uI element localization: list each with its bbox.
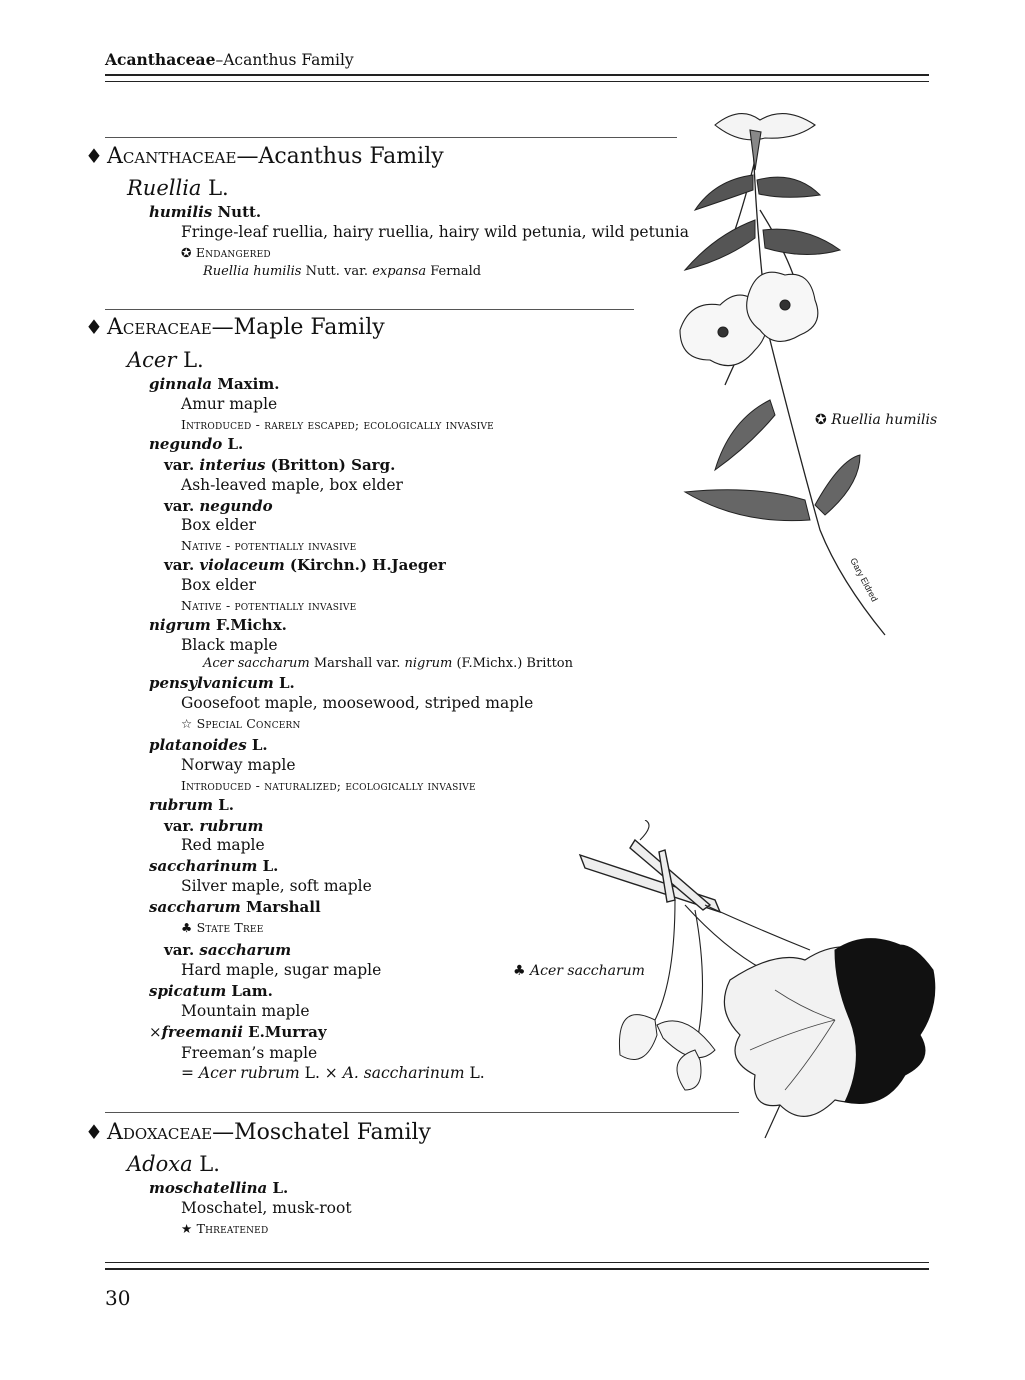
special-concern-icon: ☆ bbox=[181, 716, 193, 731]
family-rule bbox=[105, 309, 634, 310]
common-name: Ash-leaved maple, box elder bbox=[181, 476, 403, 494]
status-label: Introduced - rarely escaped; ecologically invasive bbox=[181, 417, 494, 432]
threatened-icon: ★ bbox=[181, 1221, 193, 1236]
species-name: spicatum Lam. bbox=[149, 982, 273, 1000]
leaf bbox=[815, 455, 860, 515]
state-tree-icon: ♣ bbox=[181, 920, 193, 935]
family-rule bbox=[105, 137, 677, 138]
family-heading: ♦ Adoxaceae—Moschatel Family bbox=[85, 1120, 431, 1145]
state-tree-icon: ♣ bbox=[513, 963, 526, 979]
stem bbox=[753, 140, 885, 635]
header-rule bbox=[105, 74, 929, 82]
genus-name: Acer L. bbox=[127, 348, 204, 372]
endangered-icon: ✪ bbox=[815, 412, 827, 428]
family-heading: ♦ Acanthaceae—Acanthus Family bbox=[85, 144, 444, 169]
genus-name: Adoxa L. bbox=[127, 1152, 220, 1176]
common-name: Box elder bbox=[181, 516, 257, 534]
ruellia-illustration bbox=[645, 100, 900, 645]
common-name: Red maple bbox=[181, 836, 265, 854]
variety-name: var. rubrum bbox=[164, 817, 264, 835]
status-label: Introduced - naturalized; ecologically invasive bbox=[181, 778, 476, 793]
species-name: rubrum L. bbox=[149, 796, 234, 814]
hybrid-formula: = Acer rubrum L. × A. saccharinum L. bbox=[181, 1064, 485, 1082]
variety-name: var. negundo bbox=[164, 497, 273, 515]
common-name: Black maple bbox=[181, 636, 278, 654]
common-name: Norway maple bbox=[181, 756, 296, 774]
synonym: Ruellia humilis Nutt. var. expansa Fernald bbox=[203, 264, 482, 279]
species-name: pensylvanicum L. bbox=[149, 674, 295, 692]
species-name: ginnala Maxim. bbox=[149, 375, 280, 393]
status-label: ✪ Endangered bbox=[181, 245, 271, 260]
variety-name: var. violaceum (Kirchn.) H.Jaeger bbox=[164, 556, 446, 574]
common-name: Hard maple, sugar maple bbox=[181, 961, 382, 979]
page-number: 30 bbox=[105, 1286, 131, 1310]
common-name: Silver maple, soft maple bbox=[181, 877, 372, 895]
species-name: saccharinum L. bbox=[149, 857, 279, 875]
family-heading: ♦ Aceraceae—Maple Family bbox=[85, 315, 385, 340]
acer-caption: ♣ Acer saccharum bbox=[513, 963, 645, 979]
artist-signature: Gary Eldred bbox=[848, 556, 880, 604]
status-label: Native - potentially invasive bbox=[181, 598, 357, 613]
common-name: Freeman’s maple bbox=[181, 1044, 318, 1062]
species-name: nigrum F.Michx. bbox=[149, 616, 287, 634]
common-name: Mountain maple bbox=[181, 1002, 310, 1020]
common-name: Goosefoot maple, moosewood, striped maple bbox=[181, 694, 534, 712]
species-name: platanoides L. bbox=[149, 736, 268, 754]
running-head: Acanthaceae–Acanthus Family bbox=[105, 50, 354, 69]
diamond-icon: ♦ bbox=[85, 144, 103, 168]
synonym: Acer saccharum Marshall var. nigrum (F.Michx.) Britton bbox=[203, 656, 574, 671]
species-name: saccharum Marshall bbox=[149, 898, 321, 916]
variety-name: var. saccharum bbox=[164, 941, 292, 959]
common-name: Box elder bbox=[181, 576, 257, 594]
status-label: ♣ State Tree bbox=[181, 920, 264, 935]
variety-name: var. interius (Britton) Sarg. bbox=[164, 456, 396, 474]
diamond-icon: ♦ bbox=[85, 315, 103, 339]
status-label: Native - potentially invasive bbox=[181, 538, 357, 553]
diamond-icon: ♦ bbox=[85, 1120, 103, 1144]
genus-name: Ruellia L. bbox=[127, 176, 229, 200]
common-name: Amur maple bbox=[181, 395, 278, 413]
footer-rule bbox=[105, 1262, 929, 1270]
status-label: ★ Threatened bbox=[181, 1221, 269, 1236]
species-name: negundo L. bbox=[149, 435, 244, 453]
common-name: Moschatel, musk-root bbox=[181, 1199, 352, 1217]
status-label: ☆ Special Concern bbox=[181, 716, 301, 731]
common-name: Fringe-leaf ruellia, hairy ruellia, hairy wild petunia, wild petunia bbox=[181, 223, 689, 241]
species-name: humilis Nutt. bbox=[149, 203, 262, 221]
acer-illustration bbox=[535, 820, 945, 1140]
leaf bbox=[685, 490, 810, 521]
branch bbox=[580, 840, 720, 912]
flower-cluster bbox=[680, 272, 818, 365]
species-name: ×freemanii E.Murray bbox=[149, 1023, 327, 1041]
top-flower bbox=[715, 114, 815, 170]
leaf bbox=[715, 400, 775, 470]
species-name: moschatellina L. bbox=[149, 1179, 289, 1197]
ruellia-caption: ✪ Ruellia humilis bbox=[815, 412, 938, 428]
endangered-icon: ✪ bbox=[181, 245, 192, 260]
samaras bbox=[619, 1015, 715, 1090]
